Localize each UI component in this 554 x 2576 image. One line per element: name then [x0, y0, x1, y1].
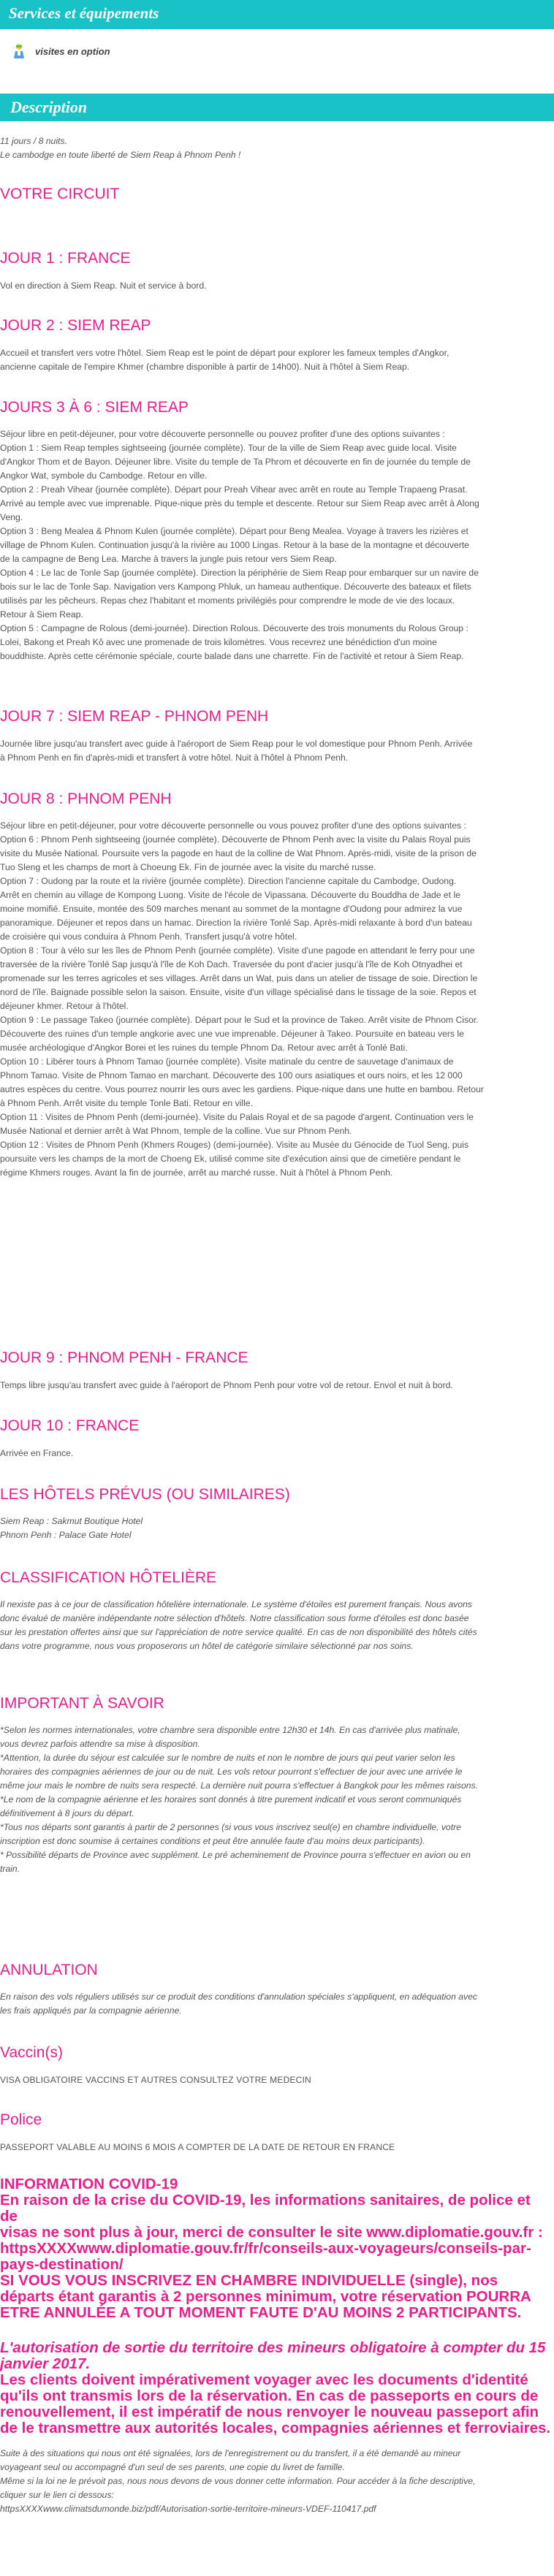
vaccin-heading: Vaccin(s)	[0, 2044, 63, 2061]
autorisation-text: Les clients doivent impérativement voyager avec les documents d'identité qu'ils ont transmis lors de la réservation. En cas de passeports en cours de renouvellement, il est impératif de nous renvoyer le nouveau passeport afin de le transmettre aux autorités locales, compagnies aériennes et ferroviaires.	[0, 2371, 551, 2436]
day-8	[0, 790, 551, 1180]
circuit-heading-block	[0, 186, 551, 203]
covid-heading: INFORMATION COVID-19	[0, 2176, 178, 2192]
day-title: JOUR 2 : SIEM REAP	[0, 317, 151, 334]
important-text: *Selon les normes internationales, votre chambre sera disponible entre 12h30 et 14h. En cas d'arrivée plus matinale, vous devrez parfois attendre sa mise à disposition. *Attention, la durée du séjour est calculée sur le nombre de nuits et non le nombre de jours qui peut varier selon les horaires des compagnies aériennes de jour ou de nuit. Les vols retour pourront s'effectuer de jour avec une arrivée le même jour mais le nombre de nuits sera respecté. La dernière nuit pourra s'effectuer à Bangkok pour les mêmes raisons. *Le nom de la compagnie aérienne et les horaires sont donnés à titre purement indicatif et vous seront communiqués définitivement à 8 jours du départ. *Tous nos départs sont garantis à partir de 2 personnes (si vous vous inscrivez seul(e) en chambre individuelle, votre inscription est donc soumise à certaines conditions et peut être annulée faute d'au moins deux participants). * Possibilité départs de Province avec supplément. Le pré acheminement de Province pourra s'effectuer en avion ou en train.	[0, 1725, 479, 1874]
autorisation-heading: L'autorisation de sortie du territoire des mineurs obligatoire à compter du 15 janvier 2017.	[0, 2339, 546, 2372]
covid-block	[0, 2176, 551, 2321]
services-title: Services et équipements	[9, 4, 159, 22]
hotels-heading: LES HÔTELS PRÉVUS (OU SIMILAIRES)	[0, 1486, 290, 1503]
day-10	[0, 1417, 551, 1460]
autorisation-block	[0, 2340, 551, 2516]
day-2	[0, 317, 551, 374]
day-title: JOUR 9 : PHNOM PENH - FRANCE	[0, 1349, 248, 1366]
day-text: Séjour libre en petit-déjeuner, pour votre découverte personnelle ou pouvez profiter d'une des options suivantes : Option 1 : Siem Reap temples sightseeing (journée complète). Tour de la ville de Siem Reap avec guide local. Visite d'Angkor Thom et de Bayon. Déjeuner libre. Visite du temple de Ta Phrom et découverte en fin de journée du temple de Angkor Wat, symbole du Cambodge. Retour en ville. Option 2 : Preah Vihear (journée complète). Départ pour Preah Vihear avec arrêt en route au Temple Trapaeng Prasat. Arrivé au temple avec vue imprenable. Pique-nique près du temple et descente. Retour sur Siem Reap avec arrêt à Along Veng. Option 3 : Beng Mealea & Phnom Kulen (journée complète). Départ pour Beng Mealea. Voyage à travers les rizières et village de Phnom Kulen. Continuation jusqu'à la rivière au 1000 Lingas. Retour à la base de la montagne et découverte de la campagne de Beng Lea. Marche à travers la jungle puis retour vers Siem Reap. Option 4 : Le lac de Tonle Sap (journée complète). Direction la périphérie de Siem Reap pour embarquer sur un navire de bois sur le lac de Tonle Sap. Navigation vers Kampong Phluk, un hameau authentique. Découverte des bateaux et filets utilisés par les pêcheurs. Repas chez l'habitant et moments privilégiés pour comprendre le mode de vie des locaux. Retour à Siem Reap. Option 5 : Campagne de Rolous (demi-journée). Direction Rolous. Découverte des trois monuments du Rolous Group : Lolei, Bakong et Preah Kô avec une promenade de trois kilomètres. Vous recevrez une bénédiction d'un moine bouddhiste. Après cette cérémonie spéciale, courte balade dans une charrette. Fin de l'activité et retour à Siem Reap.	[0, 429, 479, 661]
vaccin-text: VISA OBLIGATOIRE VACCINS ET AUTRES CONSULTEZ VOTRE MEDECIN	[0, 2075, 311, 2085]
day-text: Arrivée en France.	[0, 1448, 74, 1458]
annulation-text: En raison des vols réguliers utilisés sur ce produit des conditions d'annulation spéciales s'appliquent, en adéquation avec les frais appliqués par la compagnie aérienne.	[0, 1992, 478, 2016]
day-text: Accueil et transfert vers votre l'hôtel. Siem Reap est le point de départ pour explorer les fameux temples d'Angkor, ancienne capitale de l'empire Khmer (chambre disponible à partir de 14h00). Nuit à l'hôtel à Siem Reap.	[0, 348, 449, 372]
important-heading: IMPORTANT À SAVOIR	[0, 1695, 164, 1712]
classification-heading: CLASSIFICATION HÔTELIÈRE	[0, 1569, 216, 1586]
votre-circuit-heading: VOTRE CIRCUIT	[0, 186, 120, 202]
day-1	[0, 250, 551, 293]
covid-text: En raison de la crise du COVID-19, les informations sanitaires, de police et de visas ne sont plus à jour, merci de consulter le site www.diplomatie.gouv.fr : httpsXXXXwww.diplomatie.gouv.fr/fr/conseils-aux-voyageurs/conseils-par- pays-destination/ SI VOUS VOUS INSCRIVEZ EN CHAMBRE INDIVIDUELLE (single), nos départs étant garantis à 2 personnes minimum, votre réservation POURRA ETRE ANNULÉE A TOUT MOMENT FAUTE D'AU MOINS 2 PARTICIPANTS.	[0, 2192, 543, 2321]
day-text: Séjour libre en petit-déjeuner, pour votre découverte personnelle ou vous pouvez profiter d'une des options suivantes : Option 6 : Phnom Penh sightseeing (journée complète). Découverte de Phnom Penh avec la visite du Palais Royal puis visite du Musée National. Poursuite vers la pagode en haut de la colline de Wat Phnom. Après-midi, visite de la prison de Tuo Sleng et les champs de mort à Choeung Ek. Fin de journée avec la visite du marché russe. Option 7 : Oudong par la route et la rivière (journée complète). Direction l'ancienne capitale du Cambodge, Oudong. Arrêt en chemin au village de Kompong Luong. Visite de l'école de Vipassana. Découverte du Bouddha de Jade et le moine momifié. Ensuite, montée des 509 marches menant au sommet de la montagne d'Oudong pour admirez la vue panoramique. Déjeuner et repos dans un hamac. Direction la rivière Tonlé Sap. Après-midi relaxante à bord d'un bateau de croisière qui vous conduira à Phnom Penh. Transfert jusqu'à votre hôtel. Option 8 : Tour à vélo sur les îles de Phnom Penh (journée complète). Visite d'une pagode en attendant le ferry pour une traversée de la rivière Tonlé Sap jusqu'à l'île de Koh Dach. Traversée du pont d'acier jusqu'à l'île de Koh Otnyadhei et promenade sur les terres agricoles et ses villages. Arrêt dans un Wat, puis dans un atelier de tissage de soie. Direction le nord de l'île. Baignade possible selon la saison. Ensuite, visite d'un village spécialisé dans le tissage de la soie. Repos et déjeuner khmer. Retour à l'hôtel. Option 9 : Le passage Takeo (journée complète). Départ pour le Sud et la province de Takeo. Arrêt visite de Phnom Cisor. Découverte des ruines d'un temple angkorie avec une vue imprenable. Déjeuner à Takeo. Poursuite en bateau vers le musée archéologique d'Angkor Borei et les ruines du temple Phnom Da. Retour avec arrêt à Tonlé Bati. Option 10 : Libérer tours à Phnom Tamao (journée complète). Visite matinale du centre de sauvetage d'animaux de Phnom Tamao. Visite de Phnom Tamao en marchant. Découverte des 100 ours asiatiques et ours noirs, et les 12 000 autres espèces du centre. Vous pourrez nourrir les ours avec les gardiens. Pique-nique dans une hutte en bambou. Retour à Phnom Penh. Arrêt visite du temple Tonle Bati. Retour en ville. Option 11 : Visites de Phnom Penh (demi-journée). Visite du Palais Royal et de sa pagode d'argent. Continuation vers le Musée National et dernier arrêt à Wat Phnom, temple de la colline. Vue sur Phnom Penh. Option 12 : Visites de Phnom Penh (Khmers Rouges) (demi-journée). Visite au Musée du Génocide de Tuol Seng, puis poursuite vers les champs de la mort de Choeng Ek, utilisé comme site d'exécution ainsi que de cimetière pendant le régime Khmers rouges. Avant la fin de journée, arrêt au marché russe. Nuit à l'hôtel à Phnom Penh.	[0, 820, 484, 1178]
hotels-block	[0, 1486, 551, 1542]
description-title: Description	[10, 98, 88, 116]
intro-text: 11 jours / 8 nuits. Le cambodge en toute liberté de Siem Reap à Phnom Penh !	[0, 136, 241, 160]
day-title: JOUR 8 : PHNOM PENH	[0, 790, 172, 807]
day-9	[0, 1349, 551, 1392]
intro-block	[0, 134, 551, 162]
day-text: Journée libre jusqu'au transfert avec guide à l'aéroport de Siem Reap pour le vol domestique pour Phnom Penh. Arrivée à Phnom Penh en fin d'après-midi et transfert à votre hôtel. Nuit à l'hôtel à Phnom Penh.	[0, 739, 473, 763]
important-block	[0, 1695, 551, 1876]
classification-block	[0, 1569, 551, 1653]
day-title: JOUR 10 : FRANCE	[0, 1417, 140, 1434]
police-block	[0, 2111, 551, 2154]
day-7	[0, 708, 551, 765]
day-title: JOURS 3 À 6 : SIEM REAP	[0, 399, 189, 416]
service-item	[0, 29, 554, 73]
annulation-heading: ANNULATION	[0, 1962, 98, 1978]
hotels-text: Siem Reap : Sakmut Boutique Hotel Phnom Penh : Palace Gate Hotel	[0, 1516, 143, 1540]
day-title: JOUR 7 : SIEM REAP - PHNOM PENH	[0, 708, 269, 725]
vaccin-block	[0, 2044, 551, 2087]
police-heading: Police	[0, 2111, 42, 2128]
day-3-6	[0, 399, 551, 663]
classification-text: Il nexiste pas à ce jour de classification hôtelière internationale. Le système d'étoiles est purement français. Nous avons donc évalué de manière indépendante notre sélection d'hôtels. Notre classification sous forme d'étoiles est donc basée sur les prestation offertes ainsi que sur l'appréciation de notre service qualité. En cas de non disponibilité des hôtels cités dans votre programme, nous vous proposerons un hôtel de catégorie similaire sélectionné par nos soins.	[0, 1599, 477, 1651]
annulation-block	[0, 1962, 551, 2018]
day-text: Vol en direction à Siem Reap. Nuit et service à bord.	[0, 281, 207, 291]
day-text: Temps libre jusqu'au transfert avec guide à l'aéroport de Phnom Penh pour votre vol de retour. Envol et nuit à bord.	[0, 1380, 453, 1390]
services-band	[0, 0, 554, 29]
day-title: JOUR 1 : FRANCE	[0, 250, 131, 267]
service-label: visites en option	[35, 45, 110, 57]
description-band	[0, 94, 554, 121]
police-text: PASSEPORT VALABLE AU MOINS 6 MOIS A COMPTER DE LA DATE DE RETOUR EN FRANCE	[0, 2142, 395, 2152]
autorisation-note: Suite à des situations qui nous ont été signalées, lors de l'enregistrement ou du transfert, il a été demandé au mineur voyageant seul ou accompagné d'un seul de ses parents, une copie du livret de famille. Même si la loi ne le prévoit pas, nous nous devons de vous donner cette information. Pour accéder à la fiche descriptive, cliquer sur le lien ci dessous: httpsXXXXwww.climatsdumonde.biz/pdf/Autorisation-sortie-territoire-mineurs-VDEF-110417.pdf	[0, 2448, 476, 2514]
tour-guide-icon	[10, 42, 28, 60]
